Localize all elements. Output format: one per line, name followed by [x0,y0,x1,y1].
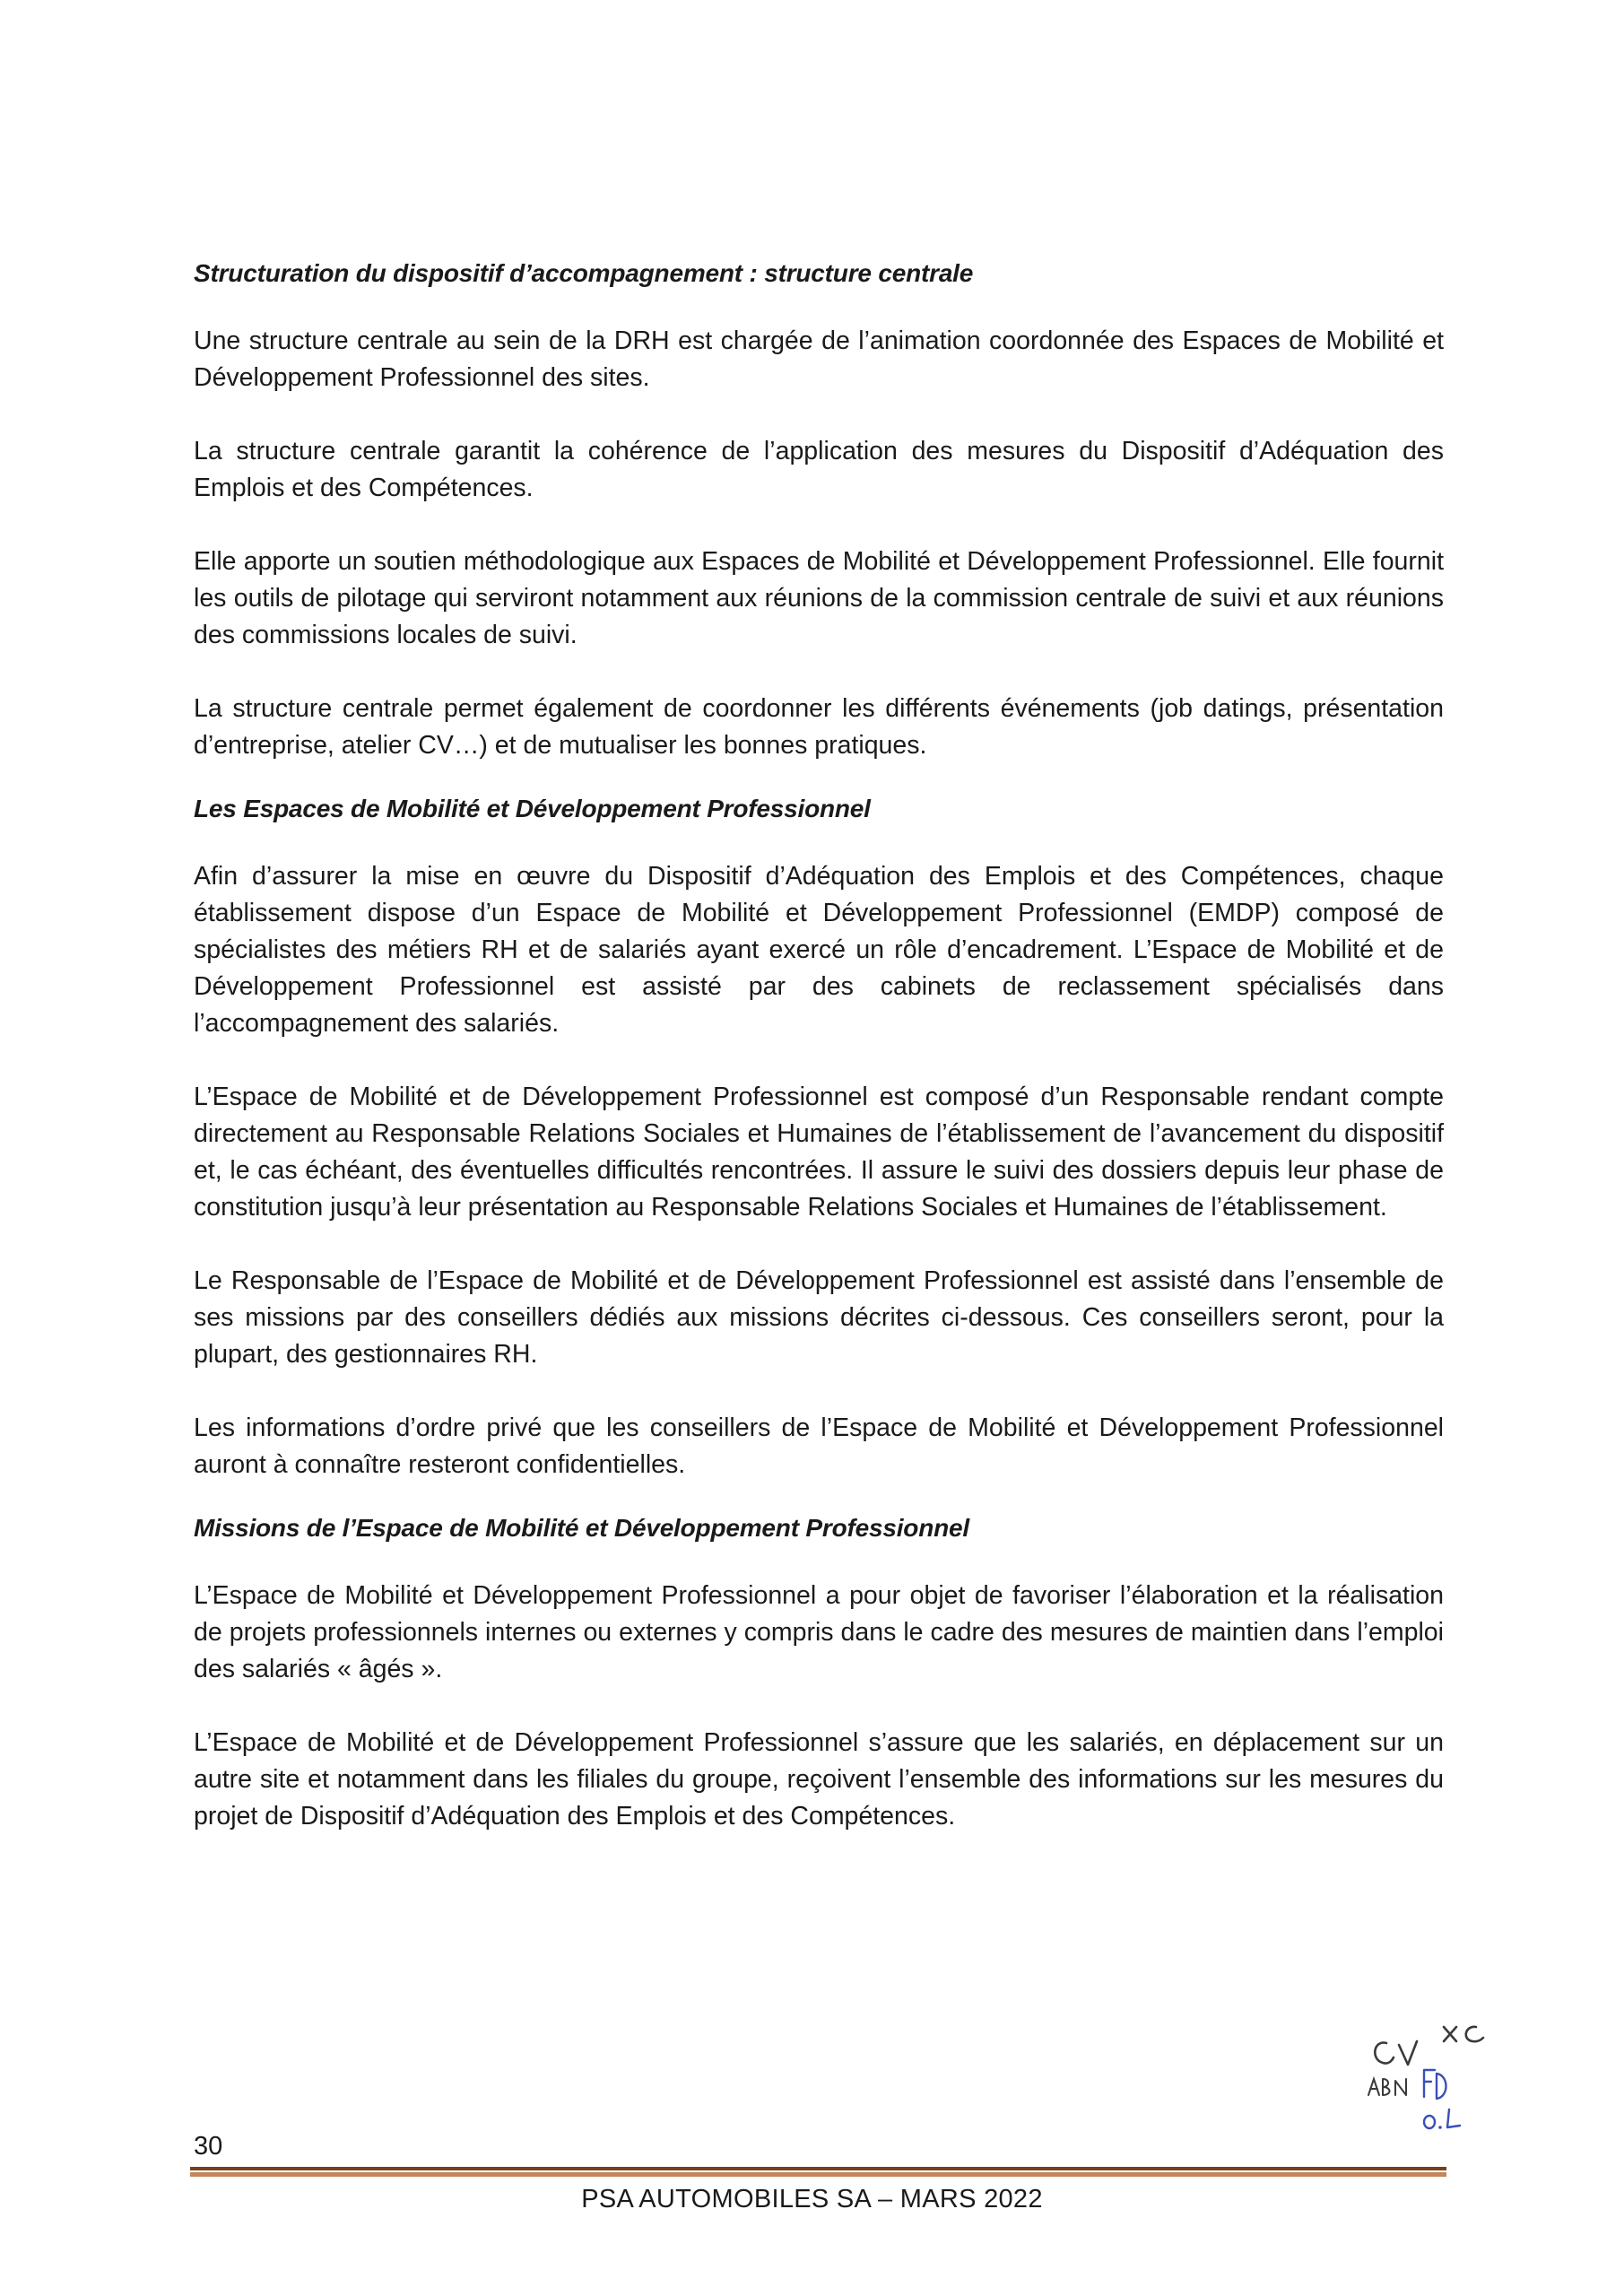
document-body [194,256,1444,1872]
initials-cv-c [1375,2043,1394,2064]
initials-ol-o [1424,2116,1435,2128]
paragraph: Afin d’assurer la mise en œuvre du Dispositif d’Adéquation des Emplois et des Compétences, chaque établissement dispose d’un Espace de Mobilité et Développement Professionnel (EMDP) composé de spécialistes des métiers RH et de salariés ayant exercé un rôle d’encadrement. L’Espace de Mobilité et de Développement Professionnel est assisté par des cabinets de reclassement spécialisés dans l’accompagnement des salariés. [194,862,1444,1038]
initials-xc-c [1466,2027,1483,2041]
paragraph: La structure centrale garantit la cohérence de l’application des mesures du Dispositif d’Adéquation des Emplois et des Compétences. [194,437,1444,502]
footer-rule-dark [190,2167,1446,2170]
footer-rule-light [190,2172,1446,2177]
paragraph: La structure centrale permet également de coordonner les différents événements (job datings, présentation d’entreprise, atelier CV…) et de mutualiser les bonnes pratiques. [194,694,1444,760]
footer-text: PSA AUTOMOBILES SA – MARS 2022 [581,2185,1043,2213]
initials-abn-n [1395,2079,1406,2095]
paragraph: Une structure centrale au sein de la DRH est chargée de l’animation coordonnée des Espaces de Mobilité et Développement Professionnel des sites. [194,326,1444,392]
paragraph: Elle apporte un soutien méthodologique aux Espaces de Mobilité et Développement Professionnel. Elle fournit les outils de pilotage qui serviront notamment aux réunions de la commission centrale de suivi et aux réunions des commissions locales de suivi. [194,547,1444,649]
section-heading: Les Espaces de Mobilité et Développement Professionnel [194,795,871,822]
paragraph: L’Espace de Mobilité et de Développement Professionnel s’assure que les salariés, en déplacement sur un autre site et notamment dans les filiales du groupe, reçoivent l’ensemble des informations sur les mesures du projet de Dispositif d’Adéquation des Emplois et des Compétences. [194,1728,1444,1831]
page-number: 30 [194,2132,223,2161]
initials-fd-d [1437,2074,1446,2099]
initials-xc-x [1444,2027,1456,2041]
handwritten-initials [1361,2016,1505,2133]
section-heading: Missions de l’Espace de Mobilité et Développement Professionnel [194,1514,969,1542]
initials-ol-l [1447,2109,1460,2127]
initials-fd-f [1424,2070,1435,2097]
initials-abn-b [1383,2079,1390,2095]
initials-abn-a [1368,2079,1379,2095]
initials-cv-v [1399,2041,1417,2065]
paragraph: L’Espace de Mobilité et Développement Professionnel a pour objet de favoriser l’élaboration et la réalisation de projets professionnels internes ou externes y compris dans le cadre des mesures de maintien dans l’emploi des salariés « âgés ». [194,1581,1444,1683]
paragraph: Les informations d’ordre privé que les conseillers de l’Espace de Mobilité et Développement Professionnel auront à connaître resteront confidentielles. [194,1413,1444,1479]
section-heading: Structuration du dispositif d’accompagnement : structure centrale [194,259,974,287]
paragraph: Le Responsable de l’Espace de Mobilité et de Développement Professionnel est assisté dans l’ensemble de ses missions par des conseillers dédiés aux missions décrites ci-dessous. Ces conseillers seront, pour la plupart, des gestionnaires RH. [194,1266,1444,1369]
initials-ol-dot [1438,2126,1442,2129]
paragraph: L’Espace de Mobilité et de Développement Professionnel est composé d’un Responsable rendant compte directement au Responsable Relations Sociales et Humaines de l’établissement de l’avancement du dispositif et, le cas échéant, des éventuelles difficultés rencontrées. Il assure le suivi des dossiers depuis leur phase de constitution jusqu’à leur présentation au Responsable Relations Sociales et Humaines de l’établissement. [194,1083,1444,1222]
